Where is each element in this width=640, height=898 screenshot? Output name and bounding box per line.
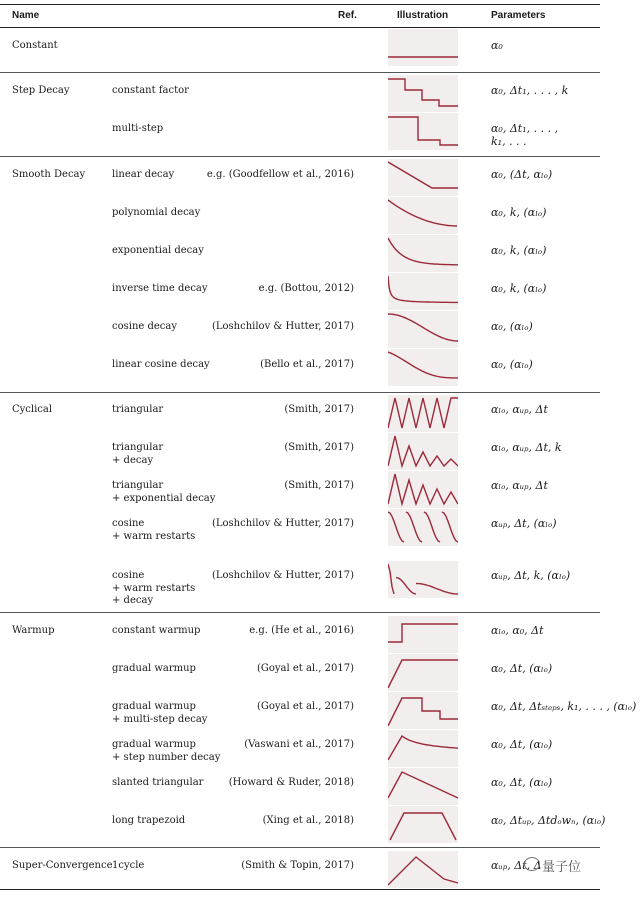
row-parameters: αₗₒ, αᵤₚ, Δt, k (491, 441, 562, 454)
header-parameters: Parameters (491, 10, 546, 21)
row-parameters: αᵤₚ, Δt, Δ (491, 859, 542, 872)
header-rule (0, 27, 600, 28)
schedule-curve (388, 75, 458, 112)
schedule-curve (388, 730, 458, 767)
schedule-illustration (388, 768, 458, 805)
row-variant: polynomial decay (112, 207, 201, 218)
bottom-rule (0, 889, 600, 890)
schedule-curve (388, 235, 458, 272)
row-name: Constant (12, 40, 58, 51)
row-ref: (Smith, 2017) (284, 404, 354, 415)
row-ref: (Goyal et al., 2017) (256, 663, 354, 674)
row-ref: e.g. (Goodfellow et al., 2016) (206, 169, 354, 180)
row-ref: e.g. (He et al., 2016) (249, 625, 354, 636)
schedule-curve (388, 273, 458, 310)
header-illustration: Illustration (397, 10, 449, 21)
row-variant: 1cycle (112, 860, 145, 871)
row-parameters: α₀, Δt, (αₗₒ) (491, 738, 553, 751)
row-ref: (Vaswani et al., 2017) (244, 739, 354, 750)
schedule-curve (388, 616, 458, 653)
row-ref: (Goyal et al., 2017) (256, 701, 354, 712)
row-parameters: α₀ (491, 39, 503, 52)
schedule-illustration (388, 197, 458, 234)
row-name: Step Decay (12, 85, 70, 96)
schedule-curve (388, 692, 458, 729)
row-ref: (Loshchilov & Hutter, 2017) (211, 518, 354, 529)
row-parameters: α₀, k, (αₗₒ) (491, 206, 547, 219)
row-name: Smooth Decay (12, 169, 86, 180)
row-parameters: α₀, k, (αₗₒ) (491, 244, 547, 257)
header-ref: Ref. (338, 10, 357, 21)
row-name: Warmup (12, 625, 55, 636)
row-variant: exponential decay (112, 245, 204, 256)
group-rule (0, 392, 600, 393)
row-ref: (Howard & Ruder, 2018) (228, 777, 354, 788)
schedule-curve (388, 509, 458, 546)
schedule-curve (388, 113, 458, 150)
row-parameters: α₀, Δt₁, . . . , k₁, . . . (491, 122, 559, 148)
row-parameters: α₀, Δt₁, . . . , k (491, 84, 569, 97)
schedule-illustration (388, 349, 458, 386)
row-name: Cyclical (12, 404, 53, 415)
row-variant: cosine decay (112, 321, 178, 332)
schedule-curve (388, 806, 458, 843)
schedule-curve (388, 471, 458, 508)
row-variant: triangular + exponential decay (112, 480, 216, 504)
schedule-illustration (388, 311, 458, 348)
schedule-illustration (388, 806, 458, 843)
row-variant: constant factor (112, 85, 189, 96)
schedule-curve (388, 433, 458, 470)
row-ref: e.g. (Bottou, 2012) (258, 283, 354, 294)
schedule-illustration (388, 159, 458, 196)
schedule-illustration (388, 730, 458, 767)
row-ref: (Xing et al., 2018) (262, 815, 354, 826)
schedule-illustration (388, 692, 458, 729)
row-variant: inverse time decay (112, 283, 208, 294)
row-variant: triangular + decay (112, 442, 164, 466)
schedule-curve (388, 768, 458, 805)
row-parameters: α₀, (αₗₒ) (491, 320, 533, 333)
group-rule (0, 847, 600, 848)
schedule-illustration (388, 616, 458, 653)
watermark: 量子位 (542, 860, 582, 875)
row-variant: linear decay (112, 169, 175, 180)
row-parameters: αₗₒ, αᵤₚ, Δt (491, 479, 548, 492)
row-ref: (Loshchilov & Hutter, 2017) (211, 570, 354, 581)
row-variant: gradual warmup + step number decay (112, 739, 221, 763)
row-ref: (Smith, 2017) (284, 442, 354, 453)
schedule-curve (388, 349, 458, 386)
header-name: Name (12, 10, 40, 21)
row-variant: cosine + warm restarts + decay (112, 570, 196, 606)
group-rule (0, 612, 600, 613)
row-variant: triangular (112, 404, 164, 415)
row-ref: (Bello et al., 2017) (260, 359, 354, 370)
group-rule (0, 72, 600, 73)
schedule-illustration (388, 561, 458, 598)
row-variant: linear cosine decay (112, 359, 210, 370)
row-variant: slanted triangular (112, 777, 204, 788)
schedule-illustration (388, 654, 458, 691)
schedule-illustration (388, 235, 458, 272)
schedule-illustration (388, 113, 458, 150)
schedule-curve (388, 197, 458, 234)
row-name: Super-Convergence (12, 860, 113, 871)
schedule-illustration (388, 509, 458, 546)
row-parameters: α₀, Δt, Δtₛₜₑₚₛ, k₁, . . . , (αₗₒ) (491, 700, 637, 713)
schedule-illustration (388, 851, 458, 888)
row-ref: (Smith, 2017) (284, 480, 354, 491)
schedule-illustration (388, 395, 458, 432)
row-parameters: αᵤₚ, Δt, k, (αₗₒ) (491, 569, 571, 582)
schedule-illustration (388, 471, 458, 508)
row-parameters: α₀, Δt, (αₗₒ) (491, 776, 553, 789)
schedule-curve (388, 395, 458, 432)
row-parameters: α₀, k, (αₗₒ) (491, 282, 547, 295)
row-parameters: αₗₒ, αᵤₚ, Δt (491, 403, 548, 416)
top-rule (0, 4, 600, 5)
row-parameters: α₀, Δtᵤₚ, Δtdₒwₙ, (αₗₒ) (491, 814, 606, 827)
wechat-icon (524, 857, 540, 871)
row-variant: constant warmup (112, 625, 201, 636)
row-variant: gradual warmup (112, 663, 196, 674)
row-parameters: αᵤₚ, Δt, (αₗₒ) (491, 517, 557, 530)
schedule-curve (388, 159, 458, 196)
schedule-curve (388, 654, 458, 691)
row-variant: cosine + warm restarts (112, 518, 196, 542)
schedule-illustration (388, 273, 458, 310)
schedule-curve (388, 561, 458, 598)
schedule-curve (388, 851, 458, 888)
row-ref: (Loshchilov & Hutter, 2017) (211, 321, 354, 332)
row-parameters: α₀, (αₗₒ) (491, 358, 533, 371)
schedule-illustration (388, 433, 458, 470)
row-variant: multi-step (112, 123, 164, 134)
row-variant: long trapezoid (112, 815, 186, 826)
row-variant: gradual warmup + multi-step decay (112, 701, 208, 725)
row-ref: (Smith & Topin, 2017) (241, 860, 354, 871)
row-parameters: α₀, Δt, (αₗₒ) (491, 662, 553, 675)
schedule-illustration (388, 29, 458, 66)
row-parameters: α₀, (Δt, αₗₒ) (491, 168, 553, 181)
schedule-curve (388, 311, 458, 348)
row-parameters: αₗₒ, α₀, Δt (491, 624, 544, 637)
schedule-illustration (388, 75, 458, 112)
group-rule (0, 156, 600, 157)
schedule-curve (388, 29, 458, 66)
